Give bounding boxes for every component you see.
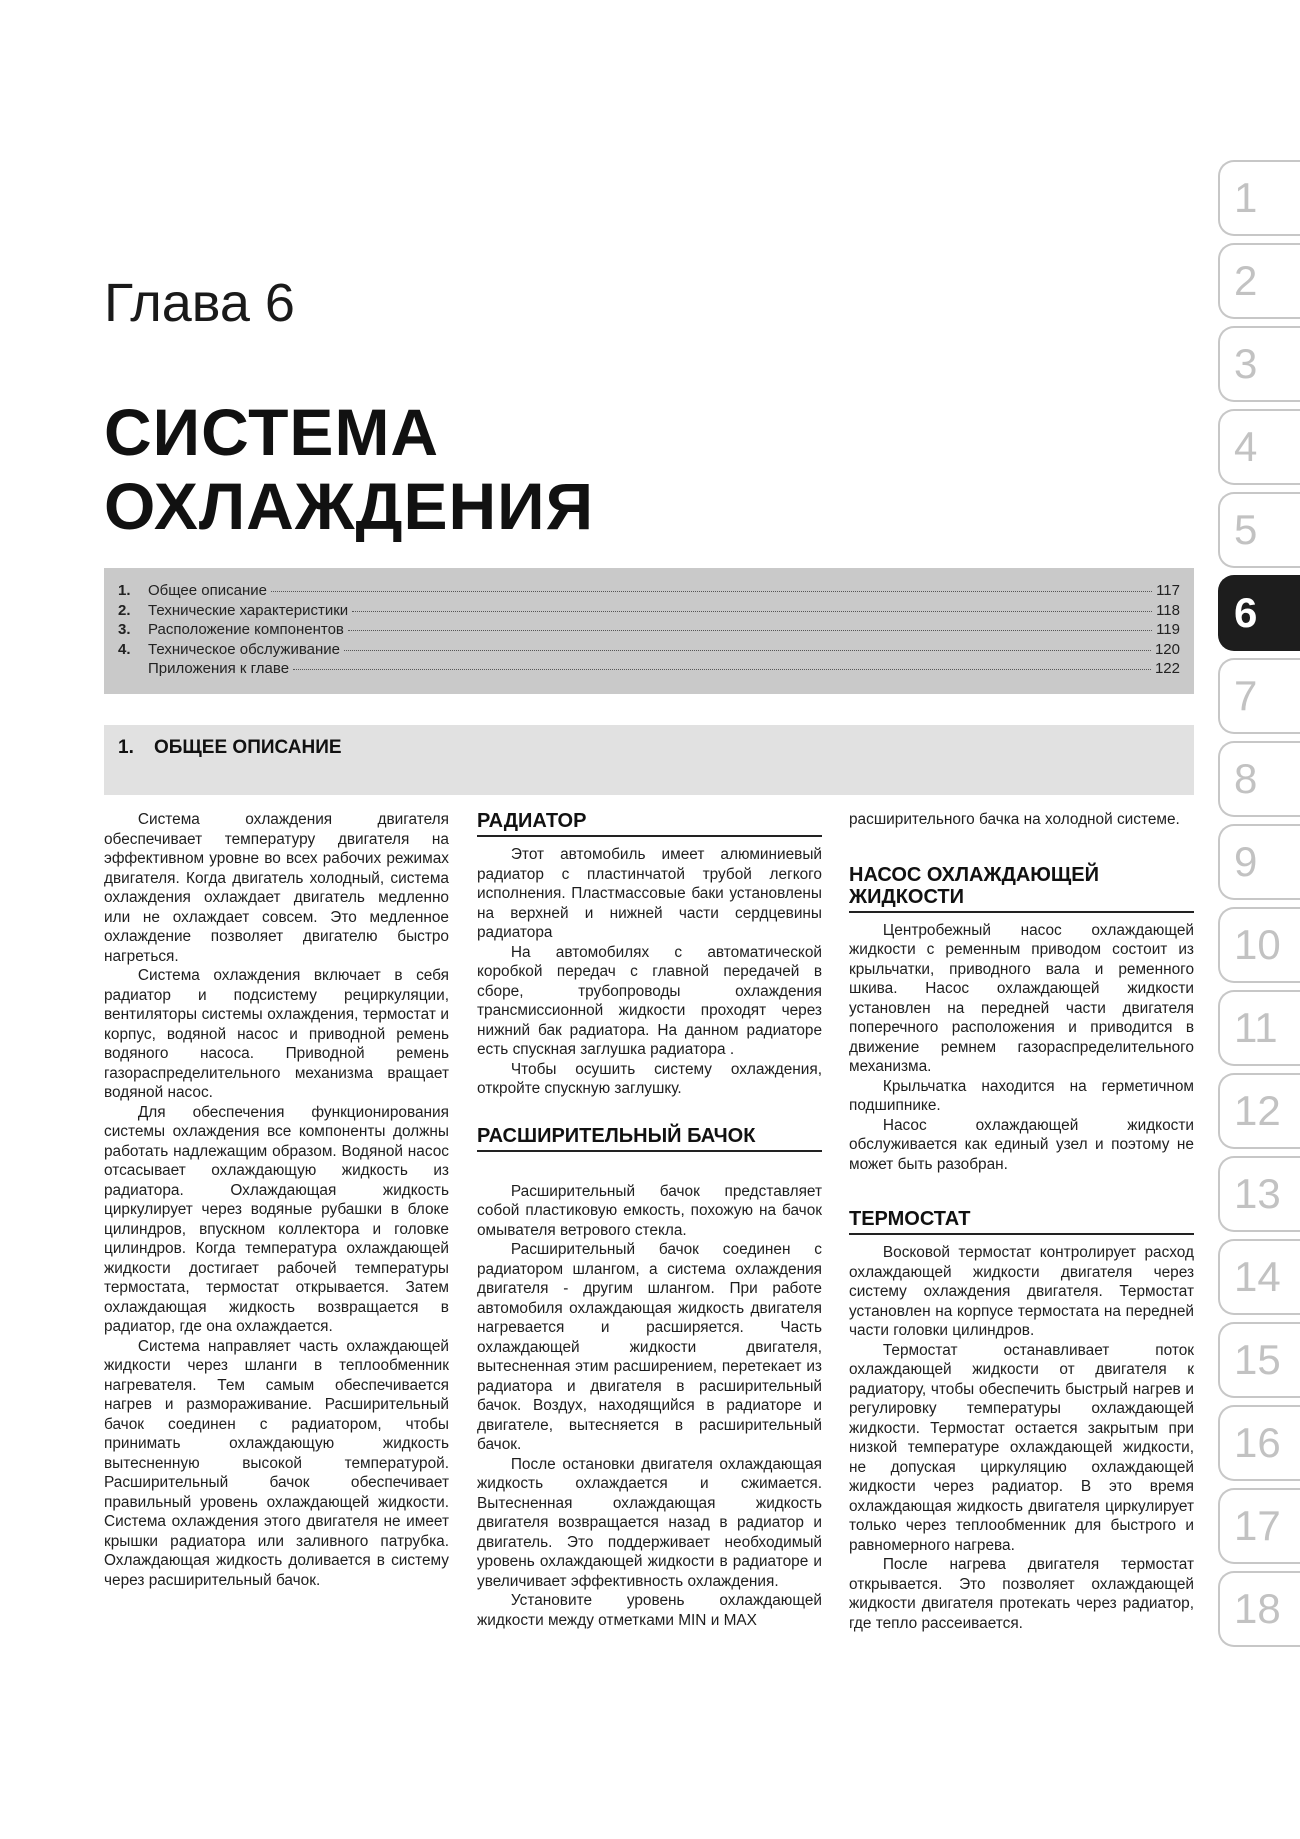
toc-item-title: Техническое обслуживание — [148, 640, 340, 658]
toc-item-title: Общее описание — [148, 582, 267, 599]
paragraph: Центробежный насос охлаждающей жидкости с ременным приводом состоит из крыльчатки, приводного вала и ременного шкива. Насос охлаждающей жидкости установлен на передней части двигателя поперечного расположения и приводится в движение ремнем газораспределительного механизма. — [849, 921, 1194, 1075]
chapter-tab-3[interactable]: 3 — [1218, 326, 1300, 402]
toc-item-number: 4. — [118, 640, 131, 658]
subheading-thermostat: ТЕРМОСТАТ — [849, 1208, 1194, 1235]
chapter-tab-11[interactable]: 11 — [1218, 990, 1300, 1066]
chapter-tab-1[interactable]: 1 — [1218, 160, 1300, 236]
table-of-contents — [104, 568, 1194, 694]
chapter-tab-8[interactable]: 8 — [1218, 741, 1300, 817]
toc-item[interactable] — [118, 660, 1180, 680]
toc-leader-dots — [352, 611, 1152, 612]
subheading-coolant-pump: НАСОС ОХЛАЖДАЮЩЕЙ ЖИДКОСТИ — [849, 864, 1194, 913]
toc-item[interactable] — [118, 641, 1180, 661]
toc-item-number: 1. — [118, 582, 131, 599]
section-title: ОБЩЕЕ ОПИСАНИЕ — [154, 737, 342, 758]
toc-item-page: 122 — [1154, 660, 1180, 677]
chapter-tab-12[interactable]: 12 — [1218, 1073, 1300, 1149]
chapter-tab-18[interactable]: 18 — [1218, 1571, 1300, 1647]
chapter-tab-9[interactable]: 9 — [1218, 824, 1300, 900]
chapter-tab-13[interactable]: 13 — [1218, 1156, 1300, 1232]
toc-item-title: Технические характеристики — [148, 601, 349, 619]
toc-item-number: 2. — [118, 601, 131, 619]
toc-item-title: Приложения к главе — [148, 660, 290, 677]
paragraph: Установите уровень охлаждающей жидкости между отметками MIN и MAX — [477, 1592, 822, 1629]
chapter-title-line2: ОХЛАЖДЕНИЯ — [104, 469, 595, 543]
paragraph: Расширительный бачок представляет собой пластиковую емкость, похожую на бачок омывателя ветрового стекла. — [477, 1182, 822, 1239]
paragraph: Насос охлаждающей жидкости обслуживается как единый узел и поэтому не может быть разобран. — [849, 1116, 1194, 1173]
toc-item-page: 119 — [1156, 621, 1180, 638]
text-column-3 — [849, 810, 1194, 1633]
paragraph: Расширительный бачок соединен с радиатором шлангом, а система охлаждения двигателя - другим шлангом. При работе автомобиля охлаждающая жидкость двигателя нагревается и расширяется. Часть охлаждающей жидкости двигателя, вытесненная этим расширением, перетекает из радиатора и двигателя в расширительный бачок. Воздух, находящийся в радиаторе и двигателе, вытесняется в расширительный бачок. — [477, 1241, 822, 1453]
toc-item-page: 117 — [1156, 582, 1180, 599]
toc-item[interactable] — [118, 582, 1180, 602]
toc-leader-dots — [293, 669, 1151, 670]
text-column-1 — [104, 810, 449, 1590]
subheading-expansion-tank: РАСШИРИТЕЛЬНЫЙ БАЧОК — [477, 1125, 822, 1152]
paragraph: После нагрева двигателя термостат открывается. Это позволяет охлаждающей жидкости двигателя протекать через радиатор, где тепло рассеивается. — [849, 1556, 1194, 1632]
toc-item-page: 120 — [1154, 640, 1180, 658]
paragraph: Система охлаждения включает в себя радиатор и подсистему рециркуляции, вентиляторы системы охлаждения, термостат и корпус, водяной насос и приводной ремень водяного насоса. Приводной ремень газораспределительного механизма вращает водяной насос. — [104, 967, 449, 1101]
paragraph-continued: расширительного бачка на холодной системе. — [849, 811, 1180, 828]
toc-leader-dots — [344, 650, 1151, 651]
paragraph: Термостат останавливает поток охлаждающей жидкости от двигателя к радиатору, чтобы обеспечить быстрый нагрев и регулировку температуры охлаждающей жидкости. Термостат остается закрытым при низкой температуре охлаждающей жидкости, не допуская циркуляцию охлаждающей жидкости через радиатор. В это время охлаждающая жидкость двигателя циркулирует только через теплообменник для быстрого и равномерного нагрева. — [849, 1341, 1194, 1554]
chapter-tab-10[interactable]: 10 — [1218, 907, 1300, 983]
text-column-2 — [477, 810, 822, 1630]
section-header — [104, 725, 1194, 795]
toc-item[interactable] — [118, 621, 1180, 641]
chapter-tab-17[interactable]: 17 — [1218, 1488, 1300, 1564]
chapter-tab-14[interactable]: 14 — [1218, 1239, 1300, 1315]
paragraph: Восковой термостат контролирует расход охлаждающей жидкости двигателя через систему охлаждения двигателя. Термостат установлен на корпусе термостата на передней части головки цилиндров. — [849, 1244, 1194, 1339]
paragraph: После остановки двигателя охлаждающая жидкость охлаждается и сжимается. Вытесненная охлаждающая жидкость двигателя возвращается назад в радиатор и двигатель. Это поддерживает необходимый уровень охлаждающей жидкости в радиаторе и увеличивает эффективность охлаждения. — [477, 1455, 822, 1590]
chapter-tab-6-active[interactable]: 6 — [1218, 575, 1300, 651]
section-number: 1. — [118, 737, 134, 758]
chapter-tab-16[interactable]: 16 — [1218, 1405, 1300, 1481]
toc-item[interactable] — [118, 602, 1180, 622]
chapter-title — [104, 395, 594, 543]
chapter-tab-7[interactable]: 7 — [1218, 658, 1300, 734]
toc-item-page: 118 — [1156, 601, 1180, 619]
paragraph: Этот автомобиль имеет алюминиевый радиатор с пластинчатой трубой легкого исполнения. Пластмассовые баки установлены на верхней и нижней части сердцевины радиатора — [477, 846, 822, 941]
toc-leader-dots — [271, 591, 1152, 592]
chapter-title-line1: СИСТЕМА — [104, 395, 440, 469]
chapter-tabs — [1218, 160, 1300, 1654]
paragraph: Крыльчатка находится на герметичном подшипнике. — [849, 1077, 1194, 1114]
chapter-tab-2[interactable]: 2 — [1218, 243, 1300, 319]
toc-item-number: 3. — [118, 621, 131, 638]
paragraph: Для обеспечения функционирования системы охлаждения все компоненты должны работать надлежащим образом. Водяной насос отсасывает охлаждающую жидкость из радиатора. Охлаждающая жидкость циркулирует через водяные рубашки в блоке цилиндров, впускном коллектора и головке цилиндров. Когда температура охлаждающей жидкости достигает рабочей температуры термостата, термостат открывается. Затем охлаждающая жидкость возвращается в радиатор, где она охлаждается. — [104, 1103, 449, 1335]
paragraph: Система охлаждения двигателя обеспечивает температуру двигателя на эффективном уровне во всех рабочих режимах двигателя. Когда двигатель холодный, система охлаждения охлаждает двигатель медленно или не охлаждает совсем. Это медленное охлаждение позволяет двигателю быстро нагреться. — [104, 811, 449, 965]
paragraph: Чтобы осушить систему охлаждения, откройте спускную заглушку. — [477, 1060, 822, 1097]
subheading-radiator: РАДИАТОР — [477, 810, 822, 837]
toc-leader-dots — [348, 630, 1152, 631]
chapter-label: Глава 6 — [104, 273, 295, 333]
chapter-tab-5[interactable]: 5 — [1218, 492, 1300, 568]
chapter-tab-4[interactable]: 4 — [1218, 409, 1300, 485]
toc-item-title: Расположение компонентов — [148, 621, 344, 638]
paragraph: Система направляет часть охлаждающей жидкости через шланги в теплообменник нагревателя. Тем самым обеспечивается нагрев и размораживание. Расширительный бачок соединен с радиатором, чтобы принимать охлаждающую жидкость вытесненную высокой температурой. Расширительный бачок обеспечивает правильный уровень охлаждающей жидкости. Система охлаждения этого двигателя не имеет крышки радиатора или заливного патрубка. Охлаждающая жидкость доливается в систему через расширительный бачок. — [104, 1337, 449, 1589]
chapter-tab-15[interactable]: 15 — [1218, 1322, 1300, 1398]
paragraph: На автомобилях с автоматической коробкой передач с главной передачей в сборе, трубопроводы охлаждения трансмиссионной жидкости проходят через нижний бак радиатора. На данном радиаторе есть спускная заглушка радиатора . — [477, 943, 822, 1058]
